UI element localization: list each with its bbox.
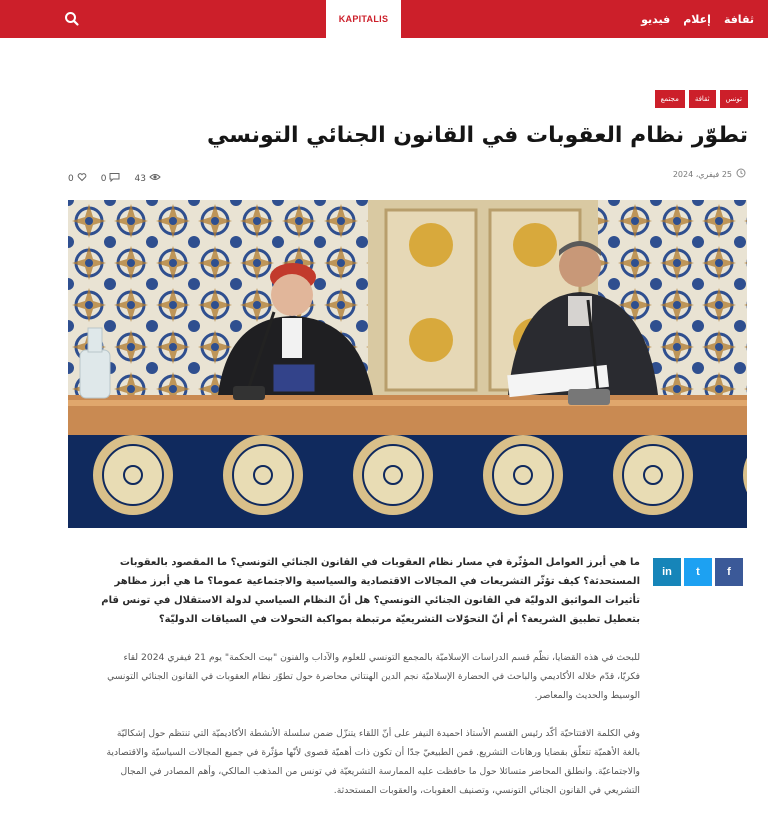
article-paragraph: وفي الكلمة الافتتاحيّة أكّد رئيس القسم الأستاذ احميدة النيفر على أنّ اللقاء يتنزّل ضمن سلسلة الأنشطة الأكاديميّة التي تنتظم حول إشكاليّة بالغة الأهميّة تتعلّق بقضايا ورهانات التشريع. فمن الطبيعيّ جدّا أن تكون ذات أهميّة قصوى لأنّها مؤثّرة في جميع المجالات السياسيّة والاقتصادية والاجتماعيّة. وانطلق المحاضر متسائلا حول ما حافظت عليه الممارسة التشريعيّة في تونس من المذهب المالكي، وأهم المصادر في المجال التشريعي في القانون الجنائي التونسي، وتصنيف العقوبات، والعقوبات المستحدثة. bbox=[106, 728, 640, 796]
heart-icon bbox=[77, 172, 87, 185]
linkedin-icon[interactable]: in bbox=[653, 558, 681, 586]
article-date bbox=[673, 168, 746, 180]
search-icon[interactable] bbox=[62, 9, 82, 29]
comments-count: 0 bbox=[100, 173, 107, 184]
article-stats bbox=[68, 172, 161, 185]
article-title: تطوّر نظام العقوبات في القانون الجنائي التونسي bbox=[207, 123, 748, 148]
top-bar bbox=[0, 0, 768, 38]
share-buttons bbox=[653, 558, 743, 586]
article-lead: ما هي أبرز العوامل المؤثّرة في مسار نظام العقوبات في القانون الجنائي التونسي؟ ما المقصود بالعقوبات المستحدثة؟ كيف تؤثّر التشريعات في المجالات الاقتصادية والسياسية والاجتماعية عموما؟ ما هي أبرز مظاهر تأثيرات المواثيق الدوليّة في القانون الجنائي التونسي؟ هل أنّ النظام السياسي لدولة الاستقلال في تونس قام بتعطيل تطبيق الشريعة؟ أم أنّ التحوّلات التشريعيّة مرتبطة بمواكبة التحولات في السياقات الدوليّة؟ bbox=[101, 557, 640, 625]
twitter-icon[interactable]: t bbox=[684, 558, 712, 586]
eye-icon bbox=[149, 172, 161, 185]
article-paragraph: للبحث في هذه القضايا، نظّم قسم الدراسات الإسلاميّة بالمجمع التونسي للعلوم والآداب والفنون "بيت الحكمة" يوم 21 فيفري 2024 لقاء فكريّا، قدّم خلاله الأكاديمي والباحث في الحضارة الإسلاميّة نجم الدين الهنتاتي محاضرة حول تطوّر نظام العقوبات في القانون الجنائي التونسي الوسيط والحديث والمعاصر. bbox=[107, 652, 640, 701]
comment-icon bbox=[109, 172, 120, 185]
clock-icon bbox=[736, 168, 746, 180]
site-logo[interactable]: KAPITALIS bbox=[326, 0, 401, 38]
likes-count: 0 bbox=[68, 173, 74, 184]
tag-culture[interactable]: ثقافة bbox=[689, 90, 716, 108]
comments-stat[interactable] bbox=[101, 172, 121, 185]
facebook-icon[interactable]: f bbox=[715, 558, 743, 586]
nav-item-culture[interactable]: ثقافة bbox=[723, 12, 754, 26]
likes-stat[interactable] bbox=[68, 172, 87, 185]
tag-tunisia[interactable]: تونس bbox=[720, 90, 748, 108]
date-text: 25 فيفري، 2024 bbox=[672, 169, 732, 179]
views-count: 43 bbox=[134, 173, 146, 184]
main-nav bbox=[641, 0, 754, 38]
category-tags bbox=[655, 90, 748, 108]
nav-item-video[interactable]: فيديو bbox=[641, 12, 671, 26]
tag-society[interactable]: مجتمع bbox=[655, 90, 685, 108]
nav-item-media[interactable]: إعلام bbox=[683, 12, 711, 26]
article-body bbox=[100, 553, 640, 800]
views-stat bbox=[134, 172, 160, 185]
featured-photo bbox=[68, 200, 747, 528]
